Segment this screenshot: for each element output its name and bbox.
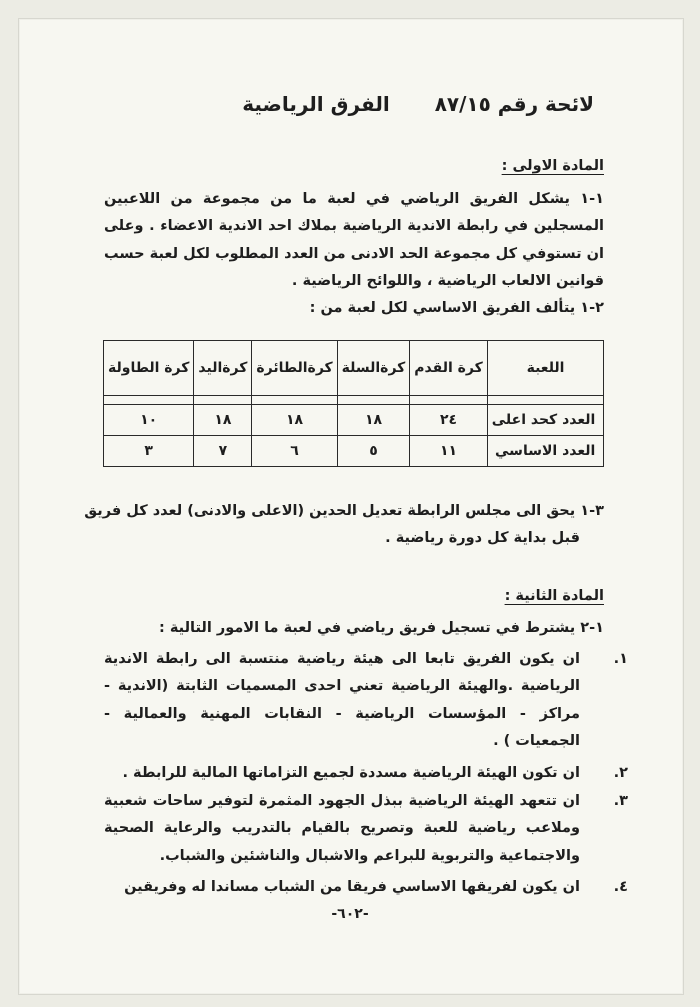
article1-clause3-line2: قبل بداية كل دورة رياضية .: [385, 530, 580, 546]
table-cell: ١١: [410, 436, 487, 467]
table-cell: ٢٤: [410, 405, 487, 436]
list-item-text: ان يكون الفريق تابعا الى هيئة رياضية منتسبة الى رابطة الاندية الرياضية .والهيئة الرياضية تعني احدى المسميات الثابتة (الاندية - مراكز - المؤسسات الرياضية - النقابات المهنية والعمالية - الجمعيات ) .: [104, 651, 580, 749]
table-header-cell: كرةاليد: [194, 341, 252, 396]
table-header-cell: كرة الطاولة: [104, 341, 194, 396]
list-item: [104, 760, 628, 787]
table-header-cell: اللعبة: [487, 341, 604, 396]
table-cell: ١٨: [194, 405, 252, 436]
list-item-number: ٣.: [613, 793, 628, 809]
list-item: [104, 788, 628, 870]
document-title: [194, 92, 594, 116]
regulation-number: لائحة رقم ٨٧/١٥: [434, 92, 594, 116]
team-size-table: [103, 340, 604, 467]
table-spacer-row: [104, 396, 604, 405]
table-cell: ١٨: [337, 405, 410, 436]
regulation-subject: الفرق الرياضية: [242, 92, 390, 116]
list-item-text: ان تتعهد الهيئة الرياضية ببذل الجهود المثمرة لتوفير ساحات شعبية وملاعب رياضية للعبة وتصريح بالقيام بالتدريب والرعاية الصحية والاجتماعية والتربوية للبراعم والاشبال والناشئين والشباب.: [104, 793, 580, 864]
table-cell: ١٠: [104, 405, 194, 436]
table-row-label: العدد كحد اعلى: [487, 405, 604, 436]
table-header-cell: كرةالطائرة: [252, 341, 337, 396]
article2-clause1: ١-٢ يشترط في تسجيل فريق رياضي في لعبة ما الامور التالية :: [159, 620, 604, 636]
list-item-number: ٢.: [613, 765, 628, 781]
table-header-cell: كرة القدم: [410, 341, 487, 396]
list-item-text: ان يكون لفريقها الاساسي فريقا من الشباب مساندا له وفريقين: [124, 879, 580, 895]
list-item: [104, 646, 628, 755]
table-cell: ٦: [252, 436, 337, 467]
table-row: [104, 436, 604, 467]
table-header-cell: كرةالسلة: [337, 341, 410, 396]
table-cell: ٣: [104, 436, 194, 467]
table-cell: ١٨: [252, 405, 337, 436]
article1-heading: المادة الاولى :: [501, 158, 604, 174]
table-cell: ٧: [194, 436, 252, 467]
article1-clause3-line1: ٣-١ يحق الى مجلس الرابطة تعديل الحدين (الاعلى والادنى) لعدد كل فريق: [84, 503, 604, 519]
article1-clause2: ٢-١ يتألف الفريق الاساسي لكل لعبة من :: [309, 300, 604, 316]
list-item-number: ٤.: [613, 879, 628, 895]
table-row: [104, 405, 604, 436]
list-item-number: ١.: [613, 651, 628, 667]
list-item-text: ان تكون الهيئة الرياضية مسددة لجميع التزاماتها المالية للرابطة .: [122, 765, 580, 781]
list-item: [104, 874, 628, 901]
article1-clause1: ١-١ يشكل الفريق الرياضي في لعبة ما من مجموعة من اللاعبين المسجلين في رابطة الاندية الرياضية بملاك احد الاندية الاعضاء . وعلى ان تستوفي كل مجموعة الحد الادنى من العدد المطلوب لكل لعبة حسب قوانين الالعاب الرياضية ، واللوائح الرياضية .: [104, 191, 604, 289]
table-header-row: [104, 341, 604, 396]
table-cell: ٥: [337, 436, 410, 467]
table-row-label: العدد الاساسي: [487, 436, 604, 467]
page-number: -٦٠٢-: [331, 906, 369, 922]
article2-heading: المادة الثانية :: [504, 588, 604, 604]
